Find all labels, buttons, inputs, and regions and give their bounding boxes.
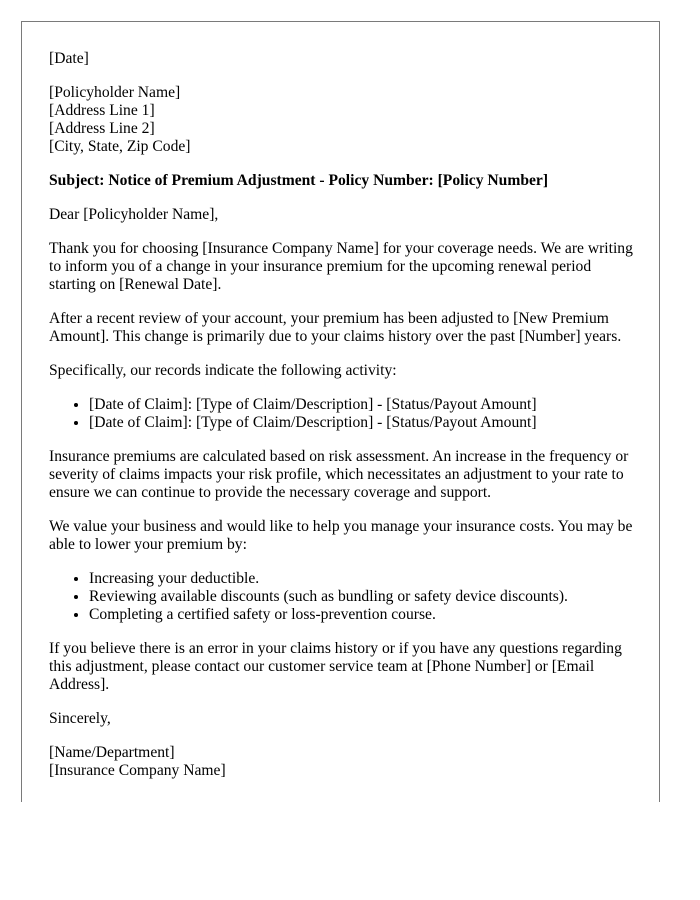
letter-date: [Date] (49, 50, 89, 67)
signature-block (49, 744, 639, 780)
salutation: Dear [Policyholder Name], (49, 206, 219, 223)
signature-department: [Name/Department] (49, 744, 175, 761)
paragraph-lower-premium: We value your business and would like to help you manage your insurance costs. You may be able to lower your premium by: (49, 518, 633, 553)
list-item: • [Date of Claim]: [Type of Claim/Description] - [Status/Payout Amount] (89, 396, 639, 414)
address-city-state-zip: [City, State, Zip Code] (49, 138, 191, 155)
letter-page (21, 21, 660, 802)
address-line-1: [Address Line 1] (49, 102, 155, 119)
paragraph-adjustment: After a recent review of your account, your premium has been adjusted to [New Premium Amount]. This change is primarily due to your claims history over the past [Number] years. (49, 310, 622, 345)
letter-subject: Subject: Notice of Premium Adjustment - Policy Number: [Policy Number] (49, 172, 549, 189)
letter-body (49, 50, 639, 780)
address-line-2: [Address Line 2] (49, 120, 155, 137)
list-item: • Completing a certified safety or loss-prevention course. (89, 606, 639, 624)
options-list (49, 570, 639, 624)
list-item: • [Date of Claim]: [Type of Claim/Description] - [Status/Payout Amount] (89, 414, 639, 432)
paragraph-activity-intro: Specifically, our records indicate the following activity: (49, 362, 397, 379)
closing: Sincerely, (49, 710, 111, 727)
signature-company: [Insurance Company Name] (49, 762, 226, 779)
paragraph-contact: If you believe there is an error in your claims history or if you have any questions regarding this adjustment, please contact our customer service team at [Phone Number] or [Email Address]. (49, 640, 622, 693)
paragraph-intro: Thank you for choosing [Insurance Company Name] for your coverage needs. We are writing to inform you of a change in your insurance premium for the upcoming renewal period starting on [Renewal Date]. (49, 240, 633, 293)
list-item: • Increasing your deductible. (89, 570, 639, 588)
recipient-address (49, 84, 639, 156)
paragraph-risk: Insurance premiums are calculated based on risk assessment. An increase in the frequency or severity of claims impacts your risk profile, which necessitates an adjustment to your rate to ensure we can continue to provide the necessary coverage and support. (49, 448, 629, 501)
recipient-name: [Policyholder Name] (49, 84, 181, 101)
claims-list (49, 396, 639, 432)
list-item: • Reviewing available discounts (such as bundling or safety device discounts). (89, 588, 639, 606)
